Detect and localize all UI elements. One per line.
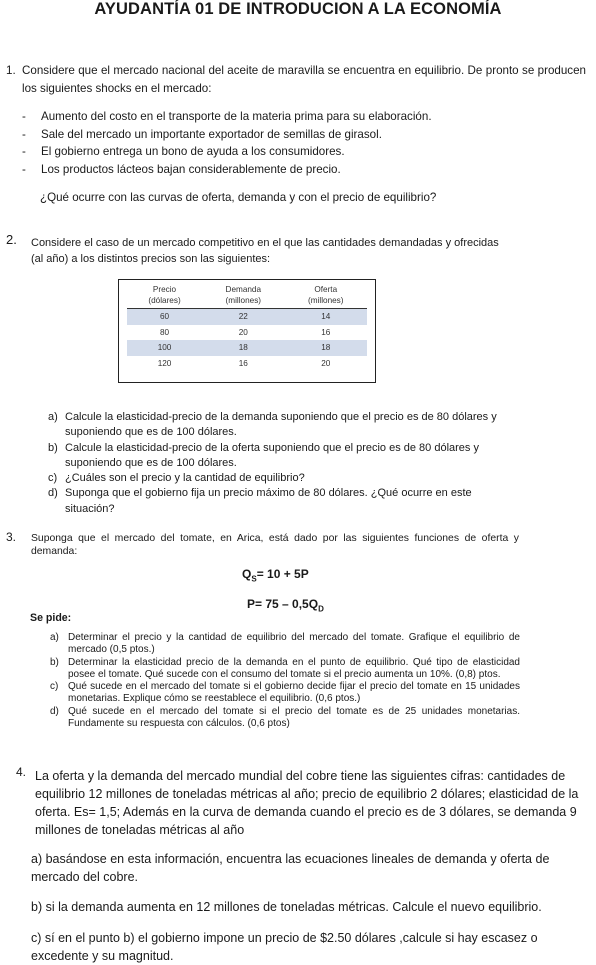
shock-list bbox=[6, 108, 586, 178]
table-cell: 60 bbox=[127, 309, 202, 325]
question-1-number: 1. bbox=[6, 64, 16, 77]
table-row bbox=[127, 309, 367, 325]
question-4-item-a: a) basándose en esta información, encuentra las ecuaciones lineales de demanda y oferta de mercado del cobre. bbox=[31, 852, 550, 884]
table-cell: 18 bbox=[202, 340, 284, 356]
table-cell: 20 bbox=[202, 325, 284, 341]
question-2-number: 2. bbox=[6, 232, 17, 247]
question-4-text: La oferta y la demanda del mercado mundial del cobre tiene las siguientes cifras: cantidades de equilibrio 12 millones de toneladas métricas al año; precio de equilibrio 2 dólares; elasticidad de la oferta. Es= 1,5; Además en la curva de demanda cuando el precio es de 3 dólares, se demanda 9 millones de toneladas métricas al año bbox=[35, 769, 579, 837]
list-item: d) Qué sucede en el mercado del tomate si el precio del tomate es de 25 unidades monetarias. Fundamente su respuesta con cálculos. (0,6 ptos) bbox=[50, 705, 520, 730]
header-oferta-unit: (millones) bbox=[285, 295, 367, 309]
list-item: - Sale del mercado un importante exportador de semillas de girasol. bbox=[6, 126, 586, 144]
demand-equation: $P= 75 - 0,5Q_D$ bbox=[247, 597, 324, 614]
list-item: c) ¿Cuáles son el precio y la cantidad de equilibrio? bbox=[48, 472, 305, 485]
list-item: d) Suponga que el gobierno fija un precio máximo de 80 dólares. ¿Qué ocurre en este situación? bbox=[48, 487, 472, 515]
question-1 bbox=[6, 62, 586, 207]
list-item: a) Determinar el precio y la cantidad de equilibrio del mercado del tomate. Grafique el equilibrio de mercado (0,5 ptos.) bbox=[50, 632, 520, 656]
page-title: AYUDANTÍA 01 DE INTRODUCION A LA ECONOMÍA bbox=[94, 0, 502, 18]
header-precio: Precio bbox=[152, 285, 177, 294]
table-cell: 18 bbox=[285, 340, 367, 356]
list-item: c) Qué sucede en el mercado del tomate si el gobierno decide fijar el precio del tomate en 15 unidades monetarias. Explique cómo se reestablece el equilibrio. (0,6 ptos.) bbox=[50, 681, 520, 705]
header-demanda: Demanda bbox=[225, 285, 262, 294]
question-3-text: Suponga que el mercado del tomate, en Arica, está dado por las siguientes funciones de oferta y demanda: bbox=[31, 533, 519, 557]
dash-bullet: - bbox=[22, 127, 26, 141]
list-item: - El gobierno entrega un bono de ayuda a los consumidores. bbox=[6, 143, 586, 161]
list-item: a) Calcule la elasticidad-precio de la demanda suponiendo que el precio es de 80 dólares y suponiendo que es de 100 dólares. bbox=[48, 411, 497, 439]
table-row bbox=[127, 340, 367, 356]
question-4-number: 4. bbox=[16, 765, 27, 779]
list-item: b) Determinar la elasticidad precio de la demanda en el punto de equilibrio. Qué tipo de elasticidad posee el tomate. Qué sucede con el consumo del tomate si el precio aumenta un 10%. (0,8) ptos. bbox=[50, 656, 520, 680]
question-4-item-b: b) si la demanda aumenta en 12 millones de toneladas métricas. Calcule el nuevo equilibrio. bbox=[31, 900, 542, 914]
header-demanda-unit: (millones) bbox=[202, 295, 284, 309]
table-row bbox=[127, 325, 367, 341]
question-4-item-c: c) sí en el punto b) el gobierno impone un precio de $2.50 dólares ,calcule si hay escasez o excedente y su magnitud. bbox=[31, 931, 538, 963]
question-3-number: 3. bbox=[6, 530, 17, 544]
list-item: - Aumento del costo en el transporte de la materia prima para su elaboración. bbox=[6, 108, 586, 126]
list-item: - Los productos lácteos bajan considerablemente de precio. bbox=[6, 161, 586, 179]
table-cell: 80 bbox=[127, 325, 202, 341]
table-cell: 16 bbox=[202, 356, 284, 372]
table-cell: 22 bbox=[202, 309, 284, 325]
supply-equation: $Q_S= 10 + 5P$ bbox=[242, 567, 309, 584]
table-row bbox=[127, 356, 367, 372]
question-1-text: Considere que el mercado nacional del aceite de maravilla se encuentra en equilibrio. De pronto se producen los siguientes shocks en el mercado: bbox=[22, 64, 586, 95]
table-cell: 120 bbox=[127, 356, 202, 372]
header-oferta: Oferta bbox=[314, 285, 338, 294]
table-cell: 20 bbox=[285, 356, 367, 372]
dash-bullet: - bbox=[22, 110, 26, 123]
dash-bullet: - bbox=[22, 162, 26, 176]
question-3-items bbox=[50, 632, 520, 730]
price-quantity-table bbox=[118, 279, 376, 383]
se-pide-heading: Se pide: bbox=[30, 612, 72, 624]
header-precio-unit: (dólares) bbox=[127, 295, 202, 309]
question-2-items bbox=[48, 410, 498, 517]
table-cell: 16 bbox=[285, 325, 367, 341]
table-cell: 100 bbox=[127, 340, 202, 356]
table-cell: 14 bbox=[285, 309, 367, 325]
question-1-ask: ¿Qué ocurre con las curvas de oferta, demanda y con el precio de equilibrio? bbox=[40, 191, 437, 204]
dash-bullet: - bbox=[22, 145, 26, 158]
question-2-text: Considere el caso de un mercado competitivo en el que las cantidades demandadas y ofrecidas (al año) a los distintos precios son las siguientes: bbox=[31, 237, 499, 265]
list-item: b) Calcule la elasticidad-precio de la oferta suponiendo que el precio es de 80 dólares y suponiendo que es de 100 dólares. bbox=[48, 441, 479, 469]
